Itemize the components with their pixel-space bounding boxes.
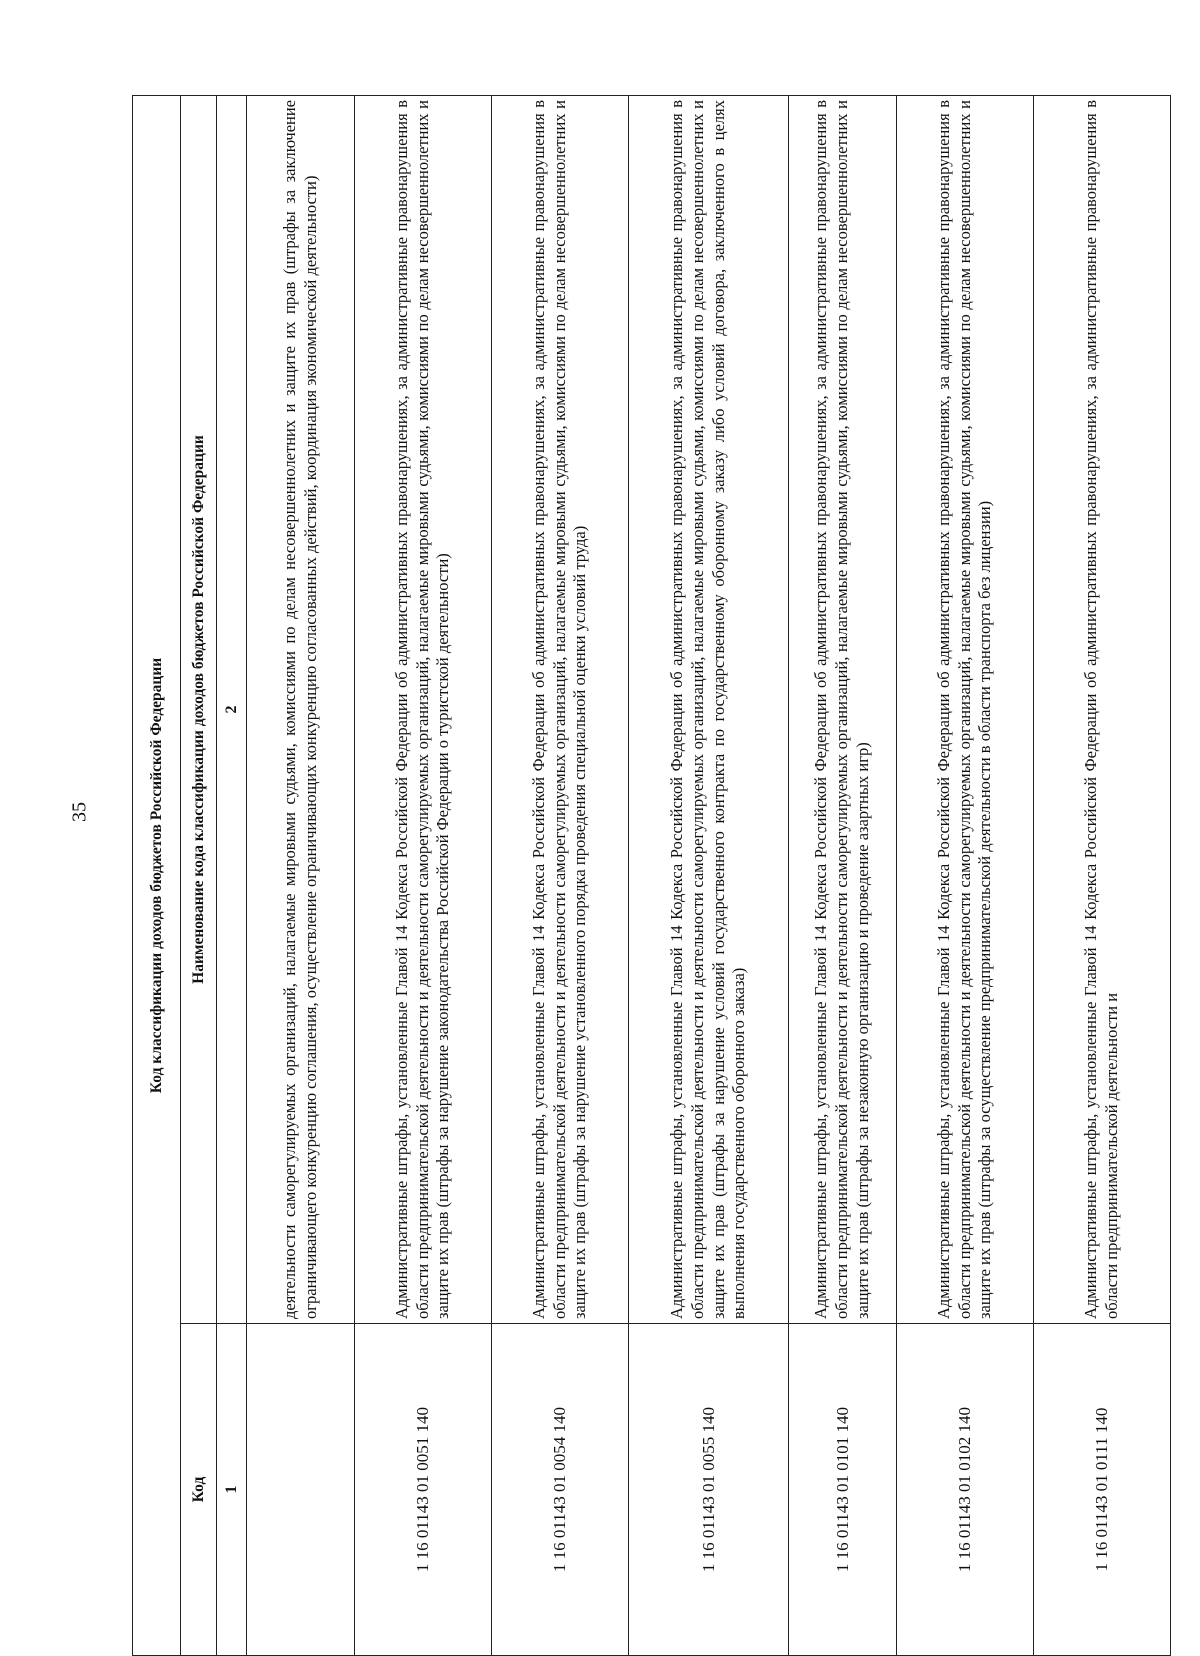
table-row xyxy=(492,95,629,1655)
row-code: 1 16 01143 01 0102 140 xyxy=(897,1324,1034,1656)
row-code: 1 16 01143 01 0055 140 xyxy=(629,1324,789,1656)
row-description: деятельности саморегулируемых организаций, налагаемые мировыми судьями, комиссиями по делам несовершеннолетних и защите их прав (штрафы за заключение ограничивающего конкуренцию соглашения, осуществление ограничивающих конкуренцию согласованных действий, координация экономической деятельности) xyxy=(247,95,355,1323)
rotated-table-wrapper xyxy=(132,96,1170,1656)
row-description: Административные штрафы, установленные Главой 14 Кодекса Российской Федерации об административных правонарушениях, за административные правонарушения в области предпринимательской деятельности и деятельности саморегулируемых организаций, налагаемые мировыми судьями, комиссиями по делам несовершеннолетних и защите их прав (штрафы за нарушение установленного порядка проведения специальной оценки условий труда) xyxy=(492,95,629,1323)
group-header: Код классификации доходов бюджетов Российской Федерации xyxy=(133,95,181,1655)
row-description: Административные штрафы, установленные Главой 14 Кодекса Российской Федерации об административных правонарушениях, за административные правонарушения в области предпринимательской деятельности и деятельности саморегулируемых организаций, налагаемые мировыми судьями, комиссиями по делам несовершеннолетних и защите их прав (штрафы за нарушение законодательства Российской Федерации о туристской деятельности) xyxy=(355,95,492,1323)
column-number-2: 2 xyxy=(217,95,247,1323)
table-row xyxy=(355,95,492,1655)
code-column-header: Код xyxy=(181,1324,217,1656)
row-code: 1 16 01143 01 0101 140 xyxy=(789,1324,897,1656)
row-code: 1 16 01143 01 0051 140 xyxy=(355,1324,492,1656)
table-row xyxy=(897,95,1034,1655)
table-row xyxy=(1034,95,1171,1655)
row-code: 1 16 01143 01 0111 140 xyxy=(1034,1324,1171,1656)
column-number-1: 1 xyxy=(217,1324,247,1656)
row-description: Административные штрафы, установленные Главой 14 Кодекса Российской Федерации об административных правонарушениях, за административные правонарушения в области предпринимательской деятельности и деятельности саморегулируемых организаций, налагаемые мировыми судьями, комиссиями по делам несовершеннолетних и защите их прав (штрафы за незаконную организацию и проведение азартных игр) xyxy=(789,95,897,1323)
row-description: Административные штрафы, установленные Главой 14 Кодекса Российской Федерации об административных правонарушениях, за административные правонарушения в области предпринимательской деятельности и деятельности саморегулируемых организаций, налагаемые мировыми судьями, комиссиями по делам несовершеннолетних и защите их прав (штрафы за осуществление предпринимательской деятельности в области транспорта без лицензии) xyxy=(897,95,1034,1323)
table-row xyxy=(629,95,789,1655)
row-code xyxy=(247,1324,355,1656)
budget-classification-table xyxy=(132,95,1171,1656)
table-row xyxy=(789,95,897,1655)
page-number: 35 xyxy=(68,802,91,822)
row-description: Административные штрафы, установленные Главой 14 Кодекса Российской Федерации об административных правонарушениях, за административные правонарушения в области предпринимательской деятельности и деятельности саморегулируемых организаций, налагаемые мировыми судьями, комиссиями по делам несовершеннолетних и защите их прав (штрафы за нарушение условий государственного контракта по государственному оборонному заказу либо условий договора, заключенного в целях выполнения государственного оборонного заказа) xyxy=(629,95,789,1323)
table-row xyxy=(247,95,355,1655)
row-description: Административные штрафы, установленные Главой 14 Кодекса Российской Федерации об административных правонарушениях, за административные правонарушения в области предпринимательской деятельности и xyxy=(1034,95,1171,1323)
row-code: 1 16 01143 01 0054 140 xyxy=(492,1324,629,1656)
name-column-header: Наименование кода классификации доходов бюджетов Российской Федерации xyxy=(181,95,217,1323)
